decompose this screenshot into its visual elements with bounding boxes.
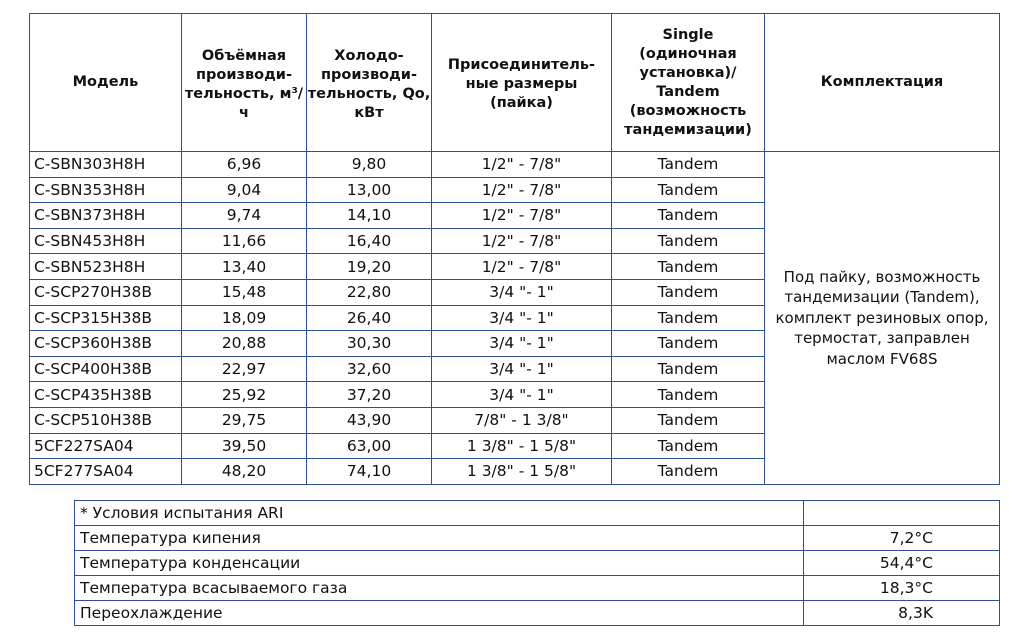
test-conditions-table — [74, 500, 1000, 626]
cell-cooling: 22,80 — [307, 279, 432, 305]
condition-row — [75, 551, 1000, 576]
cell-connections: 3/4 "- 1" — [432, 305, 612, 331]
header-single-tandem: Single (одиночная установка)/ Tandem (возможность тандемизации) — [612, 14, 765, 152]
conditions-title: * Условия испытания ARI — [75, 501, 804, 526]
cell-volume: 20,88 — [182, 331, 307, 357]
table-body — [30, 152, 1000, 485]
cell-cooling: 43,90 — [307, 407, 432, 433]
cell-model: C-SBN453H8H — [30, 228, 182, 254]
condition-row — [75, 526, 1000, 551]
cell-cooling: 16,40 — [307, 228, 432, 254]
cell-mode: Tandem — [612, 305, 765, 331]
cell-cooling: 14,10 — [307, 203, 432, 229]
cell-mode: Tandem — [612, 279, 765, 305]
cell-volume: 39,50 — [182, 433, 307, 459]
cell-kit-description: Под пайку, возможность тандемизации (Tandem), комплект резиновых опор, термостат, заправлен маслом FV68S — [765, 152, 1000, 485]
cell-cooling: 26,40 — [307, 305, 432, 331]
cell-model: C-SCP360H38B — [30, 331, 182, 357]
cell-mode: Tandem — [612, 382, 765, 408]
cell-cooling: 30,30 — [307, 331, 432, 357]
cell-volume: 29,75 — [182, 407, 307, 433]
cell-model: C-SCP270H38B — [30, 279, 182, 305]
cell-model: C-SBN523H8H — [30, 254, 182, 280]
cell-model: C-SCP400H38B — [30, 356, 182, 382]
cell-mode: Tandem — [612, 356, 765, 382]
cell-connections: 1 3/8" - 1 5/8" — [432, 459, 612, 485]
condition-label: Температура конденсации — [75, 551, 804, 576]
cell-mode: Tandem — [612, 459, 765, 485]
table-row — [30, 152, 1000, 178]
cell-connections: 3/4 "- 1" — [432, 382, 612, 408]
cell-cooling: 19,20 — [307, 254, 432, 280]
condition-value: 7,2°C — [804, 526, 1000, 551]
cell-volume: 9,74 — [182, 203, 307, 229]
cell-connections: 1/2" - 7/8" — [432, 228, 612, 254]
cell-connections: 1 3/8" - 1 5/8" — [432, 433, 612, 459]
cell-connections: 1/2" - 7/8" — [432, 152, 612, 178]
header-kit: Комплектация — [765, 14, 1000, 152]
cell-connections: 1/2" - 7/8" — [432, 203, 612, 229]
cell-mode: Tandem — [612, 331, 765, 357]
condition-label: Переохлаждение — [75, 601, 804, 626]
cell-model: C-SBN303H8H — [30, 152, 182, 178]
cell-cooling: 63,00 — [307, 433, 432, 459]
cell-volume: 6,96 — [182, 152, 307, 178]
conditions-title-empty — [804, 501, 1000, 526]
header-cooling: Холодо-производи-тельность, Qo, кВт — [307, 14, 432, 152]
compressor-specs-table — [29, 13, 1000, 485]
cell-volume: 48,20 — [182, 459, 307, 485]
cell-mode: Tandem — [612, 433, 765, 459]
conditions-body — [75, 501, 1000, 626]
cell-model: C-SCP315H38B — [30, 305, 182, 331]
cell-volume: 15,48 — [182, 279, 307, 305]
condition-label: Температура всасываемого газа — [75, 576, 804, 601]
cell-volume: 18,09 — [182, 305, 307, 331]
condition-value: 18,3°C — [804, 576, 1000, 601]
cell-model: C-SCP510H38B — [30, 407, 182, 433]
cell-model: C-SBN353H8H — [30, 177, 182, 203]
cell-mode: Tandem — [612, 228, 765, 254]
cell-model: 5CF227SA04 — [30, 433, 182, 459]
cell-connections: 1/2" - 7/8" — [432, 254, 612, 280]
cell-connections: 3/4 "- 1" — [432, 279, 612, 305]
table-header-row — [30, 14, 1000, 152]
condition-row — [75, 576, 1000, 601]
cell-cooling: 32,60 — [307, 356, 432, 382]
cell-mode: Tandem — [612, 203, 765, 229]
cell-mode: Tandem — [612, 152, 765, 178]
condition-value: 54,4°C — [804, 551, 1000, 576]
cell-connections: 3/4 "- 1" — [432, 331, 612, 357]
cell-connections: 7/8" - 1 3/8" — [432, 407, 612, 433]
cell-connections: 3/4 "- 1" — [432, 356, 612, 382]
header-model: Модель — [30, 14, 182, 152]
header-connections: Присоединитель-ные размеры (пайка) — [432, 14, 612, 152]
cell-volume: 22,97 — [182, 356, 307, 382]
cell-volume: 25,92 — [182, 382, 307, 408]
cell-model: C-SCP435H38B — [30, 382, 182, 408]
condition-label: Температура кипения — [75, 526, 804, 551]
cell-mode: Tandem — [612, 407, 765, 433]
header-volume: Объёмная производи-тельность, м³/ч — [182, 14, 307, 152]
cell-connections: 1/2" - 7/8" — [432, 177, 612, 203]
cell-cooling: 74,10 — [307, 459, 432, 485]
cell-volume: 9,04 — [182, 177, 307, 203]
cell-volume: 11,66 — [182, 228, 307, 254]
cell-mode: Tandem — [612, 254, 765, 280]
conditions-title-row — [75, 501, 1000, 526]
condition-row — [75, 601, 1000, 626]
cell-cooling: 13,00 — [307, 177, 432, 203]
cell-cooling: 9,80 — [307, 152, 432, 178]
cell-cooling: 37,20 — [307, 382, 432, 408]
condition-value: 8,3K — [804, 601, 1000, 626]
cell-mode: Tandem — [612, 177, 765, 203]
cell-model: C-SBN373H8H — [30, 203, 182, 229]
cell-volume: 13,40 — [182, 254, 307, 280]
cell-model: 5CF277SA04 — [30, 459, 182, 485]
